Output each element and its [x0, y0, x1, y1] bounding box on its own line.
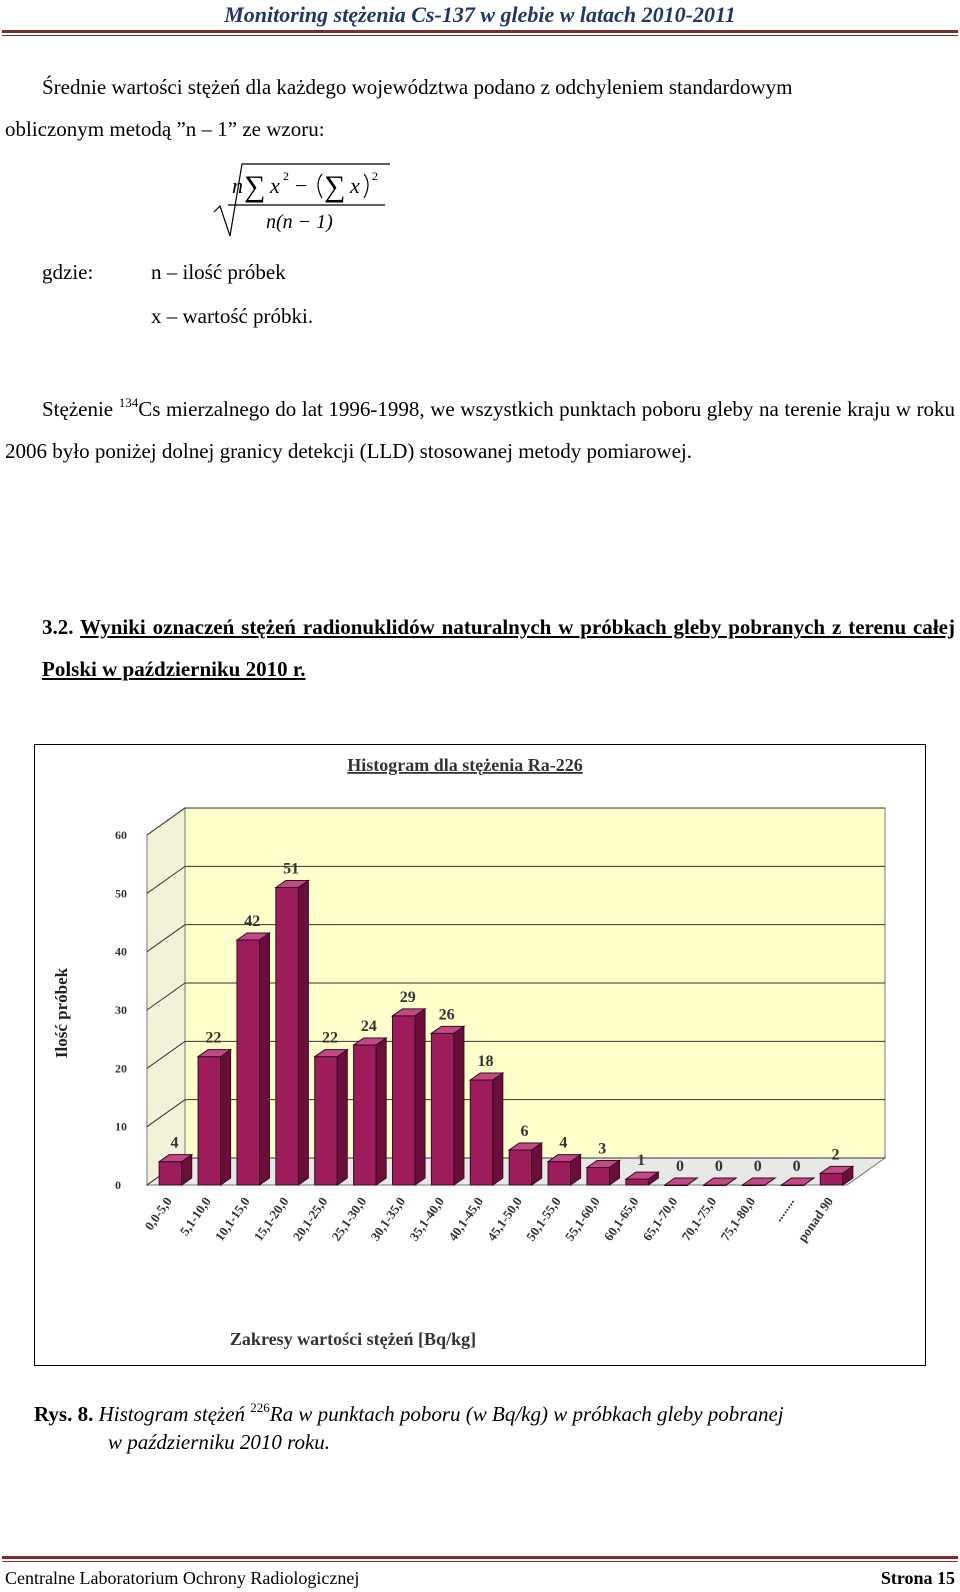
bar-front [587, 1168, 610, 1186]
bar-front [237, 940, 260, 1185]
x-tick-label: 10,1-15,0 [211, 1194, 253, 1244]
data-label: 2 [831, 1146, 840, 1164]
intro-line-1: Średnie wartości stężeń dla każdego województwa podano z odchyleniem standardowym [42, 75, 793, 99]
x-tick-label: 55,1-60,0 [561, 1194, 603, 1244]
bar [315, 1050, 348, 1185]
bar-side [532, 1143, 542, 1185]
bar [276, 881, 309, 1186]
x-tick-label: 0,0-5,0 [141, 1194, 175, 1233]
section-title: Wyniki oznaczeń stężeń radionuklidów naturalnych w próbkach gleby pobranych z terenu całej Polski w październiku 2010 r. [42, 615, 955, 681]
x-tick-label: ponad 90 [794, 1194, 837, 1245]
footer-rule [2, 1556, 958, 1559]
footer-page-number: Strona 15 [880, 1568, 955, 1588]
x-tick-label: 35,1-40,0 [406, 1194, 448, 1244]
y-tick-label: 0 [115, 1178, 121, 1192]
footer-institution: Centralne Laboratorium Ochrony Radiologicznej [5, 1568, 360, 1588]
bar-front [354, 1045, 377, 1185]
cs134-paragraph [5, 388, 955, 472]
formula-sum-1: ∑ [244, 170, 266, 203]
bar [393, 1009, 426, 1185]
x-tick-label: 65,1-70,0 [639, 1194, 681, 1244]
data-label: 29 [399, 988, 416, 1006]
data-label: 1 [637, 1152, 646, 1170]
data-label: 18 [477, 1053, 494, 1070]
bar [470, 1073, 503, 1185]
caption-isotope-mass: 226 [250, 1400, 270, 1415]
formula-sum-2: ∑ [324, 170, 346, 203]
cs134-text: Cs mierzalnego do lat 1996-1998, we wszystkich punktach poboru gleby na terenie kraju w roku 2006 było poniżej dolnej granicy detekcji (LLD) stosowanej metody pomiarowej. [5, 397, 955, 463]
x-tick-label: 25,1-30,0 [328, 1194, 370, 1244]
bar [354, 1038, 387, 1185]
x-tick-label: 40,1-45,0 [445, 1194, 487, 1244]
bar-front [393, 1016, 416, 1185]
caption-line-2: w październiku 2010 roku. [108, 1430, 331, 1454]
bar-front [431, 1033, 454, 1185]
x-tick-label: 20,1-25,0 [289, 1194, 331, 1244]
x-axis-label: Zakresy wartości stężeń [Bq/kg] [229, 1329, 477, 1349]
data-label: 0 [714, 1158, 723, 1175]
x-tick-label: 15,1-20,0 [250, 1194, 292, 1244]
data-label: 0 [753, 1158, 762, 1175]
page-header [0, 0, 960, 40]
bar-front [276, 888, 299, 1186]
bar-front [820, 1173, 843, 1185]
bar [587, 1161, 620, 1186]
cs134-mass: 134 [118, 395, 139, 410]
bar-side [221, 1050, 231, 1185]
bar [237, 933, 270, 1185]
bar-side [298, 881, 308, 1186]
data-label: 0 [792, 1158, 801, 1175]
x-tick-label: 50,1-55,0 [522, 1194, 564, 1244]
histogram-frame [34, 744, 926, 1366]
section-number: 3.2. [42, 615, 74, 639]
data-label: 26 [438, 1006, 455, 1024]
bar-side [493, 1073, 503, 1185]
y-tick-label: 30 [115, 1003, 127, 1017]
bar-side [337, 1050, 347, 1185]
paren-close [364, 174, 368, 198]
legend-x: x – wartość próbki. [151, 304, 314, 328]
x-tick-label: 45,1-50,0 [484, 1194, 525, 1244]
data-label: 22 [322, 1029, 338, 1047]
y-tick-label: 60 [115, 828, 127, 842]
formula-minus: − [295, 173, 308, 198]
legend-label: gdzie: [42, 260, 94, 284]
formula-exp-2: 2 [372, 169, 378, 183]
data-label: 3 [598, 1140, 607, 1158]
y-tick-label: 40 [115, 944, 127, 959]
bar [198, 1050, 231, 1185]
histogram-chart [35, 745, 925, 1365]
data-label: 24 [360, 1018, 377, 1035]
bar [509, 1143, 542, 1185]
x-tick-label: 30,1-35,0 [367, 1194, 409, 1244]
formula-x-2: x [350, 173, 360, 198]
formula-exp-1: 2 [283, 169, 289, 183]
formula-denominator: n(n − 1) [266, 211, 333, 233]
bar-side [415, 1009, 425, 1185]
figure-caption [34, 1400, 954, 1456]
formula-x-1: x [270, 173, 280, 198]
x-tick-label: 5,1-10,0 [176, 1194, 214, 1239]
data-label: 22 [205, 1029, 222, 1047]
bar-front [315, 1057, 338, 1185]
x-tick-label: ........ [769, 1194, 798, 1225]
std-dev-formula [210, 160, 410, 240]
section-heading [42, 606, 955, 690]
header-title: Monitoring stężenia Cs-137 w glebie w latach 2010-2011 [224, 2, 736, 27]
y-tick-label: 10 [115, 1119, 127, 1134]
data-label: 6 [520, 1123, 529, 1140]
y-tick-label: 20 [115, 1061, 127, 1076]
chart-title: Histogram dla stężenia Ra-226 [347, 755, 583, 775]
bar-front [470, 1080, 493, 1185]
bar [159, 1155, 192, 1185]
bar-front [198, 1057, 221, 1185]
x-tick-label: 60,1-65,0 [600, 1194, 642, 1244]
header-rule-thin [2, 35, 958, 36]
caption-text-before: Histogram stężeń [98, 1402, 246, 1426]
bar-side [260, 933, 270, 1185]
data-label: 42 [244, 913, 261, 930]
footer-rule-thin [2, 1561, 958, 1562]
intro-paragraph [5, 66, 955, 150]
x-tick-labels [141, 1194, 836, 1244]
y-axis-label: Ilość próbek [52, 967, 71, 1059]
bar-side [454, 1026, 464, 1185]
bar-front [548, 1162, 571, 1185]
data-label: 4 [559, 1134, 568, 1152]
data-label: 4 [170, 1134, 179, 1152]
bar [548, 1155, 581, 1185]
bar-front [159, 1162, 182, 1185]
caption-label: Rys. 8. [34, 1402, 94, 1426]
x-tick-label: 75,1-80,0 [717, 1194, 759, 1244]
caption-text-after: Ra w punktach poboru (w Bq/kg) w próbkach gleby pobranej [269, 1402, 784, 1426]
formula-n: n [232, 173, 243, 198]
bar-front [509, 1150, 532, 1185]
legend-n: n – ilość próbek [151, 260, 286, 284]
bar-side [376, 1038, 386, 1185]
y-tick-label: 50 [115, 886, 127, 901]
paren-open [318, 174, 322, 198]
cs134-prefix: Stężenie [42, 397, 114, 421]
x-tick-label: 70,1-75,0 [678, 1194, 720, 1244]
data-label: 51 [283, 860, 300, 878]
bar [431, 1026, 464, 1185]
header-rule [2, 30, 958, 33]
data-label: 0 [676, 1158, 684, 1175]
intro-line-2: obliczonym metodą ”n – 1” ze wzoru: [5, 117, 325, 141]
bar-front [626, 1179, 649, 1185]
